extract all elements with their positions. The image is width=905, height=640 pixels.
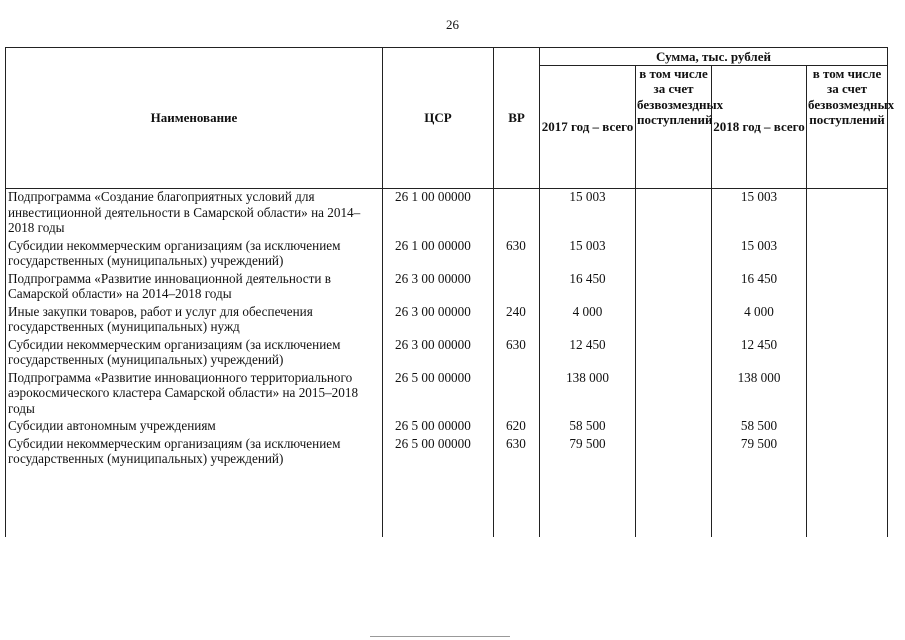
row-2018-free [807, 189, 888, 238]
header-2017-free: в том числе за счет безвозмездных поступлений [636, 66, 712, 189]
row-2018-free [807, 337, 888, 370]
row-name: Субсидии автономным учреждениям [6, 418, 383, 436]
row-name: Иные закупки товаров, работ и услуг для обеспечения государственных (муниципальных) нужд [6, 304, 383, 337]
row-csr: 26 1 00 00000 [383, 189, 494, 238]
row-csr: 26 3 00 00000 [383, 337, 494, 370]
row-csr: 26 5 00 00000 [383, 436, 494, 537]
row-2017-free [636, 418, 712, 436]
table-row [6, 238, 888, 271]
table-row [6, 189, 888, 238]
table-row [6, 418, 888, 436]
row-2018-total: 58 500 [712, 418, 807, 436]
row-2017-free [636, 271, 712, 304]
row-2018-total: 138 000 [712, 370, 807, 419]
header-2018-total: 2018 год – всего [712, 66, 807, 189]
row-2018-free [807, 418, 888, 436]
table-row [6, 271, 888, 304]
row-vr [494, 370, 540, 419]
row-vr [494, 271, 540, 304]
row-csr: 26 1 00 00000 [383, 238, 494, 271]
row-name: Подпрограмма «Развитие инновационной деятельности в Самарской области» на 2014–2018 годы [6, 271, 383, 304]
row-name: Подпрограмма «Создание благоприятных условий для инвестиционной деятельности в Самарской области» на 2014–2018 годы [6, 189, 383, 238]
row-2018-total: 15 003 [712, 238, 807, 271]
row-2018-total: 15 003 [712, 189, 807, 238]
header-vr: ВР [494, 48, 540, 189]
header-sum-group: Сумма, тыс. рублей [540, 48, 888, 66]
table-row [6, 436, 888, 537]
header-2017-total: 2017 год – всего [540, 66, 636, 189]
budget-table [5, 47, 895, 537]
row-2017-total: 4 000 [540, 304, 636, 337]
page-number: 26 [446, 17, 459, 32]
row-2017-free [636, 238, 712, 271]
row-2017-total: 58 500 [540, 418, 636, 436]
row-2017-free [636, 337, 712, 370]
row-2017-total: 12 450 [540, 337, 636, 370]
header-2018-free: в том числе за счет безвозмездных поступлений [807, 66, 888, 189]
row-vr: 240 [494, 304, 540, 337]
row-vr: 630 [494, 337, 540, 370]
row-2017-total: 138 000 [540, 370, 636, 419]
table-row [6, 370, 888, 419]
row-2018-total: 12 450 [712, 337, 807, 370]
row-csr: 26 5 00 00000 [383, 370, 494, 419]
header-csr: ЦСР [383, 48, 494, 189]
table-row [6, 337, 888, 370]
footer-separator [370, 636, 510, 637]
row-2017-free [636, 370, 712, 419]
row-2017-total: 16 450 [540, 271, 636, 304]
row-vr: 630 [494, 436, 540, 537]
row-2018-free [807, 238, 888, 271]
row-name: Субсидии некоммерческим организациям (за исключением государственных (муниципальных) учреждений) [6, 436, 383, 537]
row-2018-total: 16 450 [712, 271, 807, 304]
row-csr: 26 3 00 00000 [383, 304, 494, 337]
row-2017-total: 15 003 [540, 189, 636, 238]
row-csr: 26 3 00 00000 [383, 271, 494, 304]
row-vr: 630 [494, 238, 540, 271]
row-2017-total: 79 500 [540, 436, 636, 537]
row-2018-total: 4 000 [712, 304, 807, 337]
row-2018-free [807, 304, 888, 337]
row-2017-free [636, 436, 712, 537]
header-name: Наименование [6, 48, 383, 189]
row-name: Подпрограмма «Развитие инновационного территориального аэрокосмического кластера Самарской области» на 2015–2018 годы [6, 370, 383, 419]
row-vr [494, 189, 540, 238]
row-vr: 620 [494, 418, 540, 436]
row-2017-free [636, 304, 712, 337]
row-name: Субсидии некоммерческим организациям (за исключением государственных (муниципальных) учреждений) [6, 238, 383, 271]
row-csr: 26 5 00 00000 [383, 418, 494, 436]
row-2018-free [807, 370, 888, 419]
row-2018-total: 79 500 [712, 436, 807, 537]
table-row [6, 304, 888, 337]
row-name: Субсидии некоммерческим организациям (за исключением государственных (муниципальных) учреждений) [6, 337, 383, 370]
row-2017-total: 15 003 [540, 238, 636, 271]
row-2017-free [636, 189, 712, 238]
row-2018-free [807, 271, 888, 304]
row-2018-free [807, 436, 888, 537]
